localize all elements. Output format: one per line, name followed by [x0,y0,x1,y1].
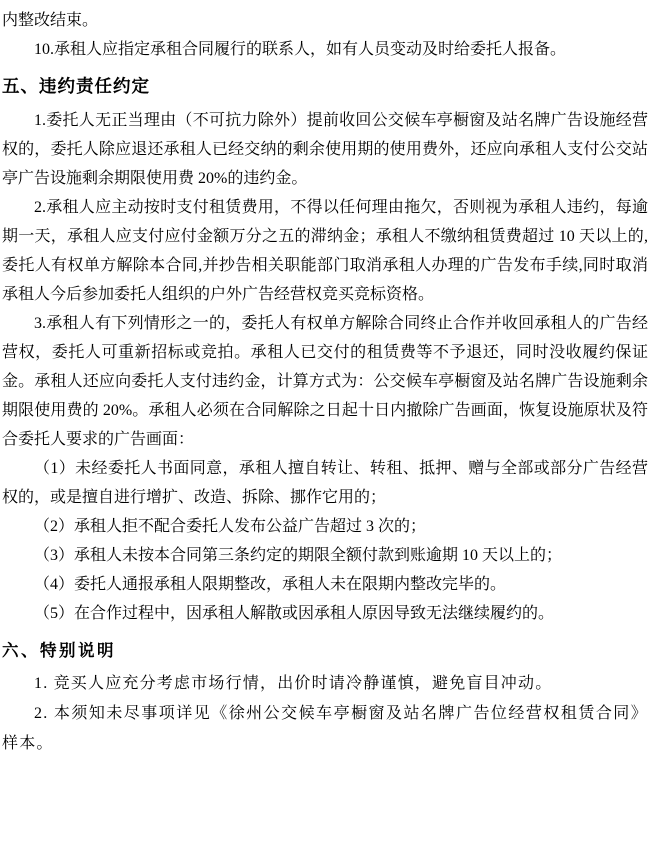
clause-5-1: 1.委托人无正当理由（不可抗力除外）提前收回公交候车亭橱窗及站名牌广告设施经营权的，委托人除应退还承租人已经交纳的剩余使用期的使用费外，还应向承租人支付公交站亭广告设施剩余期限使用费 20%的违约金。 [2,112,648,187]
continuation-line: 内整改结束。 [2,12,99,29]
section-5-heading: 五、违约责任约定 [2,76,150,96]
clause-5-2: 2.承租人应主动按时支付租赁费用，不得以任何理由拖欠，否则视为承租人违约，每逾期一天，承租人应支付应付金额万分之五的滞纳金；承租人不缴纳租赁费超过 10 天以上的,委托人有权单方解除本合同,并抄告相关职能部门取消承租人办理的广告发布手续,同时取消承租人今后参加委托人组织的户外广告经营权竞买竞标资格。 [2,199,648,303]
clause-5-3-item-1: （1）未经委托人书面同意，承租人擅自转让、转租、抵押、赠与全部或部分广告经营权的，或是擅自进行增扩、改造、拆除、挪作它用的； [2,460,648,506]
clause-5-3: 3.承租人有下列情形之一的，委托人有权单方解除合同终止合作并收回承租人的广告经营权，委托人可重新招标或竞拍。承租人已交付的租赁费等不予退还，同时没收履约保证金。承租人还应向委托人支付违约金，计算方式为：公交候车亭橱窗及站名牌广告设施剩余期限使用费的 20%。承租人必须在合同解除之日起十日内撤除广告画面，恢复设施原状及符合委托人要求的广告画面： [2,315,648,448]
clause-4-10: 10.承租人应指定承租合同履行的联系人，如有人员变动及时给委托人报备。 [34,41,567,58]
note-6-2: 2. 本须知未尽事项详见《徐州公交候车亭橱窗及站名牌广告位经营权租赁合同》样本。 [2,705,648,752]
clause-5-3-item-2: （2）承租人拒不配合委托人发布公益广告超过 3 次的； [34,518,427,535]
clause-5-3-item-3: （3）承租人未按本合同第三条约定的期限全额付款到账逾期 10 天以上的； [34,547,563,564]
section-6-heading: 六、特别说明 [2,641,116,660]
clause-5-3-item-5: （5）在合作过程中，因承租人解散或因承租人原因导致无法继续履约的。 [34,605,555,622]
clause-5-3-item-4: （4）委托人通报承租人限期整改，承租人未在限期内整改完毕的。 [34,576,507,593]
note-6-1: 1. 竞买人应充分考虑市场行情，出价时请冷静谨慎，避免盲目冲动。 [34,675,553,692]
